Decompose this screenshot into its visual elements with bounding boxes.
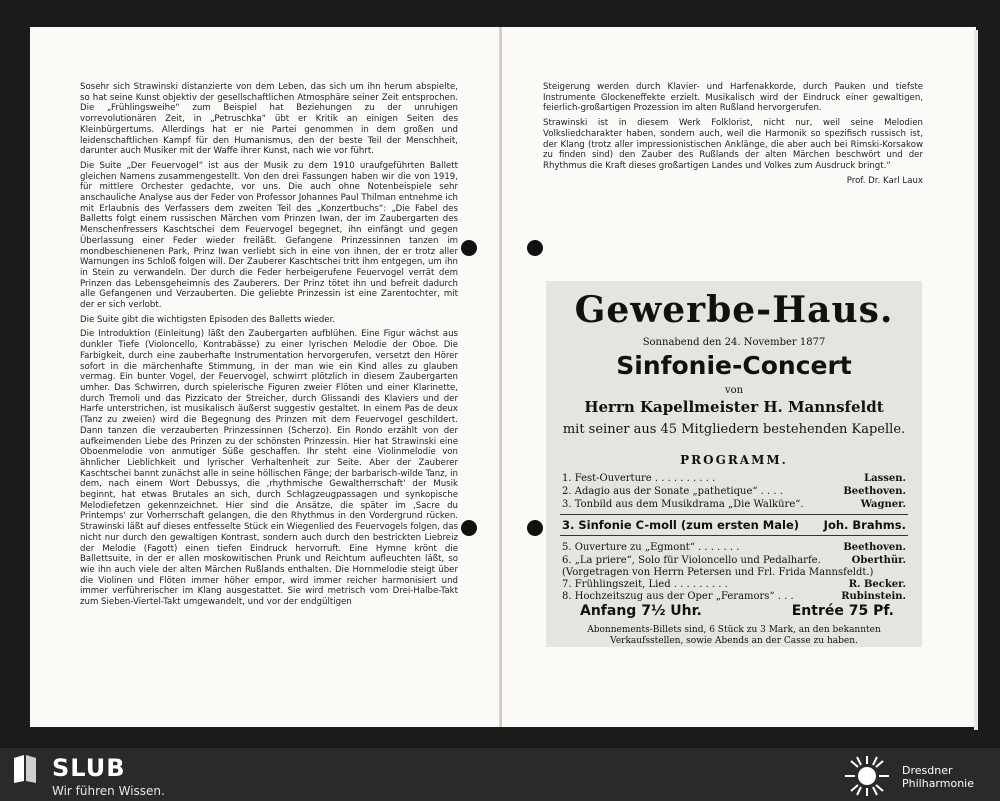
program-composer: Rubinstein. <box>841 591 906 602</box>
library-logo-text[interactable]: SLUB <box>52 754 126 782</box>
program-composer: Wagner. <box>860 499 906 510</box>
paragraph: Strawinski ist in diesem Werk Folklorist, nicht nur, weil seine Melodien Volksliedcharakter haben, sondern auch, weil die Harmonik so spezifisch russisch ist, der Klang (trotz aller impressionistischen Anklänge, die aber auch bei Rimski-Korsakow zu finden sind) den Zauber des Rußlands der alten Märchen beschwört und der Rhythmus die Kraft dieses großartigen Landes und Volkes zum Ausdruck bringt.“ <box>543 118 923 171</box>
left-page-text <box>80 82 458 612</box>
author-signature: Prof. Dr. Karl Laux <box>846 175 923 186</box>
partner-name-line2: Philharmonie <box>902 777 974 790</box>
page-edge <box>974 30 978 730</box>
concert-poster <box>546 281 922 647</box>
program-composer: Oberthür. <box>851 555 906 566</box>
poster-subscription-info: Abonnements-Billets sind, 6 Stück zu 3 Mark, an den bekannten <box>587 625 881 635</box>
program-divider <box>560 535 908 536</box>
program-composer: Beethoven. <box>843 486 906 497</box>
poster-program-heading: PROGRAMM. <box>680 453 788 467</box>
program-composer: Beethoven. <box>843 542 906 553</box>
philharmonie-sun-icon <box>843 754 891 798</box>
punch-hole <box>527 240 543 256</box>
program-title: 5. Ouverture zu „Egmont“ . . . . . . . <box>562 542 740 553</box>
paragraph: Steigerung werden durch Klavier- und Harfenakkorde, durch Pauken und tiefste Instrumente Glockeneffekte erzielt. Musikalisch wird der Eindruck einer gewaltigen, feierlich-großartigen Prozession im alten Rußland hervorgerufen. <box>543 82 923 114</box>
poster-concert: Sinfonie-Concert <box>616 351 852 380</box>
program-title: (Vorgetragen von Herrn Petersen und Frl. Frida Mannsfeldt.) <box>562 567 874 578</box>
poster-entry-price: Entrée 75 Pf. <box>791 603 894 619</box>
partner-name-line1: Dresdner <box>902 764 953 777</box>
poster-ensemble: mit seiner aus 45 Mitgliedern bestehenden Kapelle. <box>562 422 906 437</box>
program-title: 3. Tonbild aus dem Musikdrama „Die Walküre“. <box>562 499 804 510</box>
library-tagline: Wir führen Wissen. <box>52 784 165 798</box>
punch-hole <box>527 520 543 536</box>
paragraph: Die Suite „Der Feuervogel“ ist aus der Musik zu dem 1910 uraufgeführten Ballett gleichen Namens zusammengestellt. Von den drei Fassungen haben wir die von 1919, für mittlere Orchester gedachte, vor uns. Die auch ohne Notenbeispiele sehr anschauliche Analyse aus der Feder von Professor Johannes Paul Thilman entnehme ich mit Erlaubnis des Verfassers dem zweiten Teil des „Konzertbuchs“: „Die Fabel des Balletts folgt einem russischen Märchen vom Prinzen Iwan, der im Zaubergarten des Menschenfressers Kaschtschei dem Feuervogel begegnet, ihn einfängt und gegen Überlassung einer Feder wieder freiläßt. Gefangene Prinzessinnen tanzen im mondbeschienenen Park, Prinz Iwan verliebt sich in eine von ihnen, der er trotz aller Warnungen ins Schloß folgen will. Der Zauberer Kaschtschei tritt ihm entgegen, um ihn in Stein zu verwandeln. Der durch die Feder herbeigerufene Feuervogel verrät dem Prinzen das Lebensgeheimnis des Zauberers. Der Prinz tötet ihn und befreit dadurch alle Gefangenen und Verzauberten. Die geliebte Prinzessin ist eine Zarentochter, mit der er sich verlobt. <box>80 160 458 311</box>
poster-subscription-info: Verkaufsstellen, sowie Abends an der Casse zu haben. <box>610 636 858 646</box>
poster-title: Gewerbe-Haus. <box>574 289 894 331</box>
paragraph: Sosehr sich Strawinski distanzierte von dem Leben, das sich um ihn herum abspielte, so hat seine Kunst objektiv der gesellschaftlichen Atmosphäre seiner Zeit entsprochen. Die „Frühlingsweihe“ zum Beispiel hat Beziehungen zu der unruhigen vorrevolutionären Zeit, in „Petruschka“ übt er Kritik an einigen Seiten des Kleinbürgertums. Allerdings hat er nie Partei genommen in dem großen und leidenschaftlichen Kampf für den Humanismus, den der beste Teil der Menschheit, darunter auch Musiker mit der Waffe ihrer Kunst, nach wie vor führt. <box>80 82 458 157</box>
program-title: 8. Hochzeitszug aus der Oper „Feramors“ . . . <box>562 591 794 602</box>
program-composer: R. Becker. <box>848 579 906 590</box>
poster-conductor: Herrn Kapellmeister H. Mannsfeldt <box>584 398 884 416</box>
poster-date: Sonnabend den 24. November 1877 <box>642 337 826 348</box>
punch-hole <box>461 240 477 256</box>
program-title: 2. Adagio aus der Sonate „pathetique“ . . . . <box>562 486 783 497</box>
partner-logo-text[interactable] <box>902 764 974 790</box>
paragraph: Die Introduktion (Einleitung) läßt den Zaubergarten aufblühen. Eine Figur wächst aus dunkler Tiefe (Violoncello, Kontrabässe) zu einer lyrischen Melodie der Oboe. Die Farbigkeit, durch eine zauberhafte Instrumentation hervorgerufen, versetzt den Hörer sofort in die märchenhafte Stimmung, in der man wie ein Kind alles zu glauben vermag. Ein bunter Vogel, der Feuervogel, schwirrt plötzlich in diesem Zaubergarten umher. Das Schwirren, durch spielerische Figuren zweier Flöten und einer Klarinette, durch Tremoli und das Pizzicato der Streicher, durch Glissandi des Klaviers und der Harfe unterstrichen, ist musikalisch äußerst suggestiv gestaltet. In einem Pas de deux (Tanz zu zweien) wird die Begegnung des Prinzen mit dem Feuervogel geschildert. Dann tanzen die verzauberten Prinzessinnen (Scherzo). Ein Rondo erzählt von der aufkeimenden Liebe des Prinzen zu der schönsten Prinzessin. Hier hat Strawinski eine Oboenmelodie von anmutiger Süße geschaffen. Ihr steht eine Violinmelodie von ähnlicher Lieblichkeit und lyrischer Verhaltenheit zur Seite. Aber der Zauberer Kaschtschei bannt zunächst alle in seine höllischen Fänge; der barbarisch-wilde Tanz, in dem, nach einem Wort Debussys, die ‚rhythmische Gewaltherrschaft‘ der Musik beginnt, hat etwas Brutales an sich, durch Schlagzeugpassagen und synkopische Melodiefetzen gekennzeichnet. Hier sind die Ansätze, die später im ‚Sacre du Printemps‘ zur Vorherrschaft gelangen, die den Rhythmus in den Vordergrund rücken. Strawinski läßt auf dieses entfesselte Stück ein Wiegenlied des Feuervogels folgen, das nicht nur durch den gewaltigen Kontrast, sondern auch durch den bestrickten Liebreiz der Melodie (Fagott) einen tiefen Eindruck hervorruft. Eine Hymne krönt die Ballettsuite, in der er allen moskowitischen Prunk und Reichtum aufleuchten läßt, so wie ihn auch viele der alten Märchen Rußlands enthalten. Die Hornmelodie steigt über die Violinen und Flöten immer höher empor, wird immer reicher harmonisiert und immer verführerischer im Klang ausgestattet. Sie wird metrisch vom Drei-Halbe-Takt zum Sieben-Viertel-Takt umgewandelt, und vor der endgültigen <box>80 329 458 608</box>
punch-hole <box>461 520 477 536</box>
paragraph: Die Suite gibt die wichtigsten Episoden des Balletts wieder. <box>80 314 336 325</box>
program-title: 6. „La priere“, Solo für Violoncello und Pedalharfe. <box>562 555 821 566</box>
program-title: 3. Sinfonie C-moll (zum ersten Male) <box>562 518 799 532</box>
right-page-text <box>543 82 923 186</box>
program-title: 1. Fest-Ouverture . . . . . . . . . . <box>562 473 716 484</box>
program-composer: Lassen. <box>864 473 906 484</box>
poster-start-time: Anfang 7½ Uhr. <box>580 603 702 619</box>
slub-book-icon <box>12 754 38 784</box>
program-divider <box>560 514 908 515</box>
program-title: 7. Frühlingszeit, Lied . . . . . . . . . <box>562 579 728 590</box>
poster-von: von <box>724 385 744 396</box>
program-composer: Joh. Brahms. <box>823 518 906 532</box>
